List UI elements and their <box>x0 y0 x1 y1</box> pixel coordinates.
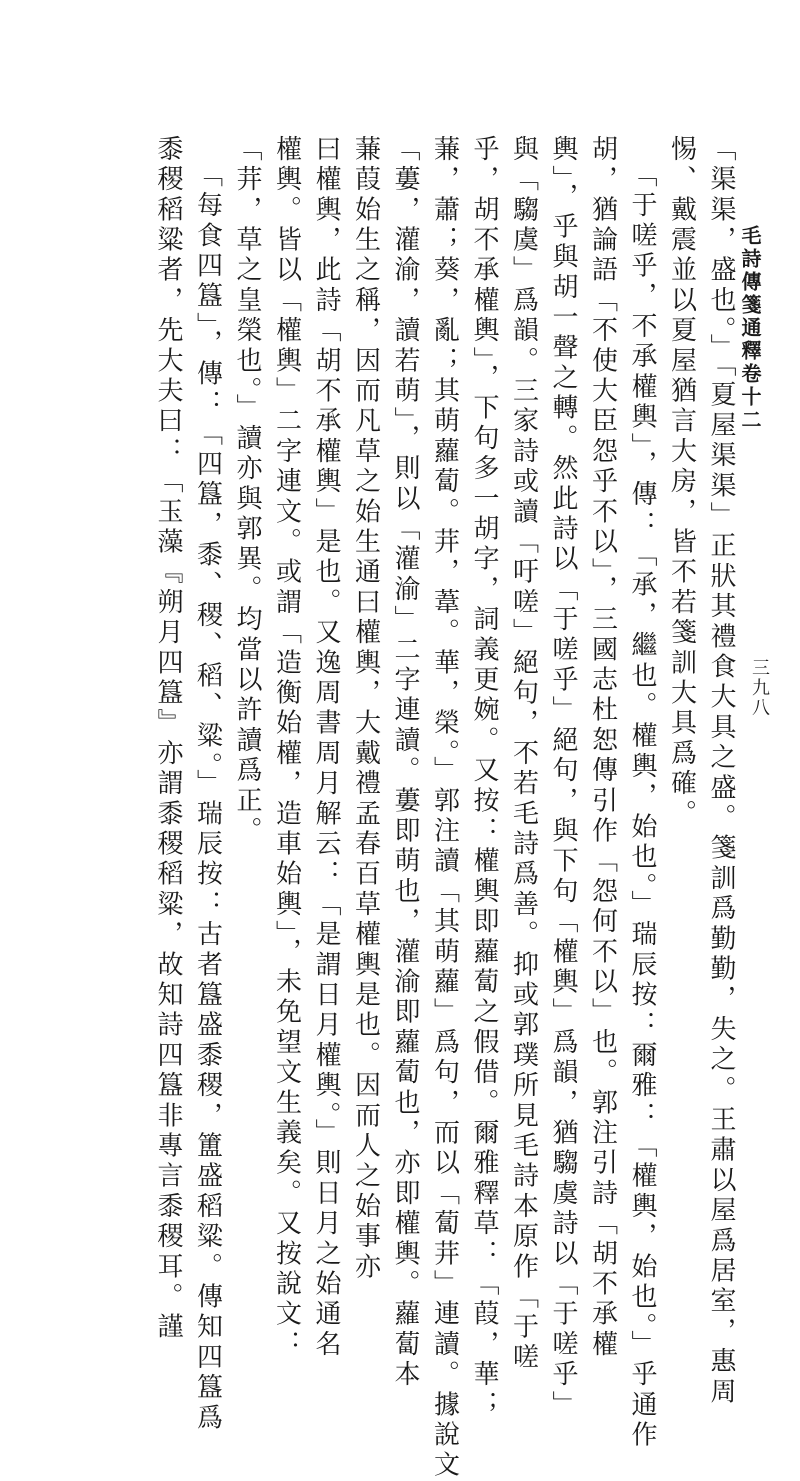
text-column: 與「騶虞」爲韻。三家詩或讀「吁嗟」絕句，不若毛詩爲善。抑或郭璞所見毛詩本原作「于嗟 <box>508 135 539 1374</box>
page-number: 三九八 <box>749 658 770 718</box>
text-column: 輿」，乎與胡一聲之轉。然此詩以「于嗟乎」絕句，與下句「權輿」爲韻，猶騶虞詩以「于嗟乎」 <box>548 135 578 1421</box>
text-column: 曰權輿，此詩「胡不承權輿」是也。又逸周書周月解云：「是謂日月權輿。」則日月之始通名 <box>311 135 341 1361</box>
text-column: 惕、戴震並以夏屋猶言大房，皆不若箋訓大具爲確。 <box>666 135 697 830</box>
text-column: 「茾，草之皇榮也。」讀亦與郭異。均當以許讀爲正。 <box>232 135 262 847</box>
text-column: 蒹葭始生之稱，因而凡草之始生通曰權輿，大戴禮孟春百草權輿是也。因而人之始事亦 <box>350 135 381 1283</box>
text-column: 「每食四簋」，傳：「四簋，黍、稷、稻、粱。」瑞辰按：古者簋盛黍稷，簠盛稻粱。傳知四簋爲 <box>192 161 223 1434</box>
text-column: 黍稷稻粱者，先大夫曰：「玉藻『朔月四簋』亦謂黍稷稻粱，故知詩四簋非專言黍稷耳。謹 <box>153 135 183 1343</box>
running-header: 毛詩傳箋通釋卷十二 <box>738 225 762 432</box>
text-column: 胡，猶論語「不使大臣怨乎不以」，三國志杜恕傳引作「怨何不以」也。郭注引詩「胡不承權 <box>587 135 618 1361</box>
text-column: 乎，胡不承權輿」，下句多一胡字，詞義更婉。又按：權輿即蘿蔔之假借。爾雅釋草：「葭，華； <box>469 135 499 1421</box>
text-column: 「于嗟乎，不承權輿」，傳：「承，繼也。權輿，始也。」瑞辰按：爾雅：「權輿，始也。」乎通作 <box>627 161 657 1451</box>
text-column: 「蔞，灌渝，讀若萌」，則以「灌渝」二字連讀。蔞即萌也，灌渝即蘿蔔也，亦即權輿。蘿蔔本 <box>390 135 420 1391</box>
text-column: 權輿。皆以「權輿」二字連文。或謂「造衡始權，造車始輿」，未免望文生義矣。又按說文： <box>271 135 302 1361</box>
text-column: 蒹，蕭；葵，亂；其萌蘿蔔。茾，葦。華，榮。」郭注讀「其萌蘿」爲句，而以「蔔茾」連讀。據說文 <box>429 135 460 1481</box>
text-column: 「渠渠，盛也。」「夏屋渠渠」正狀其禮食大具之盛。箋訓爲勤勤，失之。王肅以屋爲居室，惠周 <box>706 135 736 1408</box>
body-text <box>80 135 740 1481</box>
